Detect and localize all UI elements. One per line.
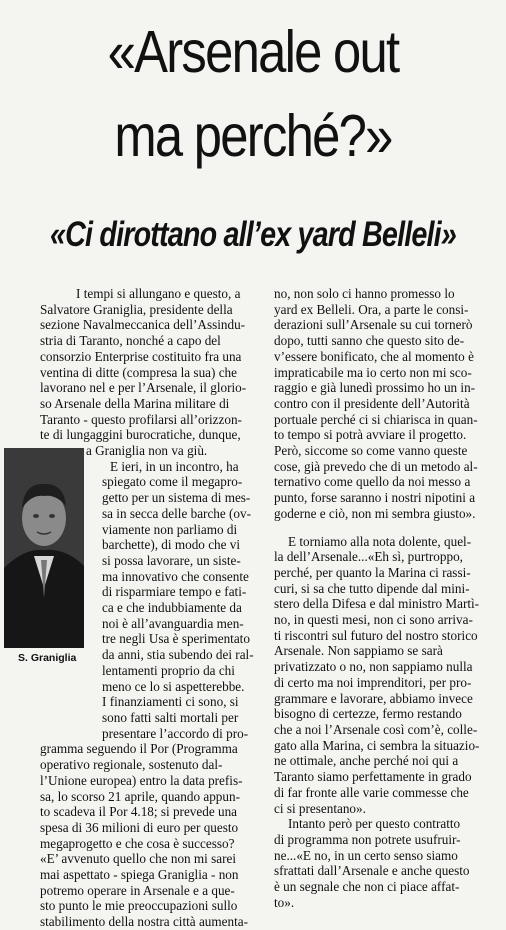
- article-line: potremo operare in Arsenale e a que-: [40, 882, 235, 898]
- article-line: stero della Difesa e dal ministro Martì-: [274, 596, 480, 612]
- article-line: ne...«E no, in un certo senso siamo: [274, 847, 458, 863]
- article-line: Però, siccome so come vanno queste: [274, 443, 468, 459]
- article-line: raggio e già lunedì prossimo ho un in-: [274, 380, 476, 396]
- article-line: curi, si sa che tutto dipende dal mini-: [274, 580, 470, 596]
- article-line: la dell’Arsenale...«Eh sì, purtroppo,: [274, 549, 463, 565]
- article-line: no, in questi mesi, non ci sono arriva-: [274, 612, 473, 628]
- article-line: lentamenti proprio da chi: [102, 662, 235, 678]
- subheadline: «Ci dirottano all’ex yard Belleli»: [50, 215, 456, 254]
- article-line: so Arsenale della Marina militare di: [40, 395, 230, 411]
- article-line: sono fatti salti mortali per: [102, 709, 239, 725]
- paragraph-gap: [274, 522, 506, 534]
- article-line: meno ce lo si aspetterebbe.: [102, 678, 245, 694]
- article-line: viamente non parliamo di: [102, 521, 238, 537]
- article-line: spesa di 36 milioni di euro per questo: [40, 819, 239, 835]
- article-line: lavorano nel e per l’Arsenale, il glorio-: [40, 380, 247, 396]
- article-line: operativo regionale, sostenuto dal-: [40, 757, 223, 773]
- article-line: spiegato come il megapro-: [102, 474, 243, 490]
- article-line: getto per un sistema di mes-: [102, 490, 251, 506]
- article-line: gato alla Marina, ci sembra la situazio-: [274, 737, 480, 753]
- article-line: di certo ma noi imprenditori, per pro-: [274, 674, 472, 690]
- article-line: ti riscontri sul futuro del nostro storico: [274, 627, 478, 643]
- article-line: gramma seguendo il Por (Programma: [40, 741, 238, 757]
- article-line: è un segnale che non ci piace affat-: [274, 879, 460, 895]
- article-line: si possa lavorare, un siste-: [102, 552, 241, 568]
- article-line: megaprogetto e che cosa è successo?: [40, 835, 235, 851]
- article-line: yard ex Belleli. Ora, a parte le consi-: [274, 301, 469, 317]
- article-line: tre negli Usa è sperimentato: [102, 631, 250, 647]
- article-line: perché, per quanto la Marina ci rassi-: [274, 564, 471, 580]
- article-line: sto punto le mie preoccupazioni sullo: [40, 898, 238, 914]
- article-line: consorzio Enterprise costituito fra una: [40, 348, 242, 364]
- article-line: di programma non potrete usufruir-: [274, 831, 461, 847]
- article-line: to scadeva il Por 4.18; si prevede una: [40, 804, 238, 820]
- article-line: no, non solo ci hanno promesso lo: [274, 286, 455, 301]
- article-line: to tempo si potrà avviare il progetto.: [274, 427, 467, 443]
- article-line: E ieri, in un incontro, ha: [110, 458, 239, 474]
- article-line: di risparmiare tempo e fati-: [102, 584, 247, 600]
- headline-line-1: «Arsenale out: [107, 19, 399, 85]
- article-line: contro con il presidente dell’Autorità: [274, 395, 470, 411]
- article-line: di far fronte alle varie commesse che: [274, 784, 469, 800]
- article-line: ternativo come quello da noi messo a: [274, 474, 471, 490]
- article-line: I tempi si allungano e questo, a: [76, 286, 241, 301]
- article-line: grammare e lavorare, abbiamo invece: [274, 690, 473, 706]
- article-line: Salvatore Graniglia, presidente della: [40, 301, 233, 317]
- article-line: ventina di ditte (compresa la sua) che: [40, 364, 238, 380]
- article-line: sa, lo scorso 21 aprile, quando appun-: [40, 788, 240, 804]
- article-line: ci si presentano».: [274, 800, 366, 816]
- article-line: privatizzato o no, non sappiamo nulla: [274, 659, 473, 675]
- article-column-2: [274, 286, 506, 910]
- article-line: sezione Navalmeccanica dell’Assindu-: [40, 317, 246, 333]
- article-column-1: [40, 286, 278, 930]
- article-line: te di lungaggini burocratiche, dunque,: [40, 427, 241, 443]
- article-line: presentare l’accordo di pro-: [102, 725, 249, 741]
- article-line: dopo, tutti sanno che questo sito de-: [274, 333, 465, 349]
- article-line: l’Unione europea) entro la data prefis-: [40, 772, 243, 788]
- article-line: barchette), di modo che vi: [102, 537, 241, 553]
- article-line: stria di Taranto, nonché a capo del: [40, 333, 221, 349]
- article-line: E torniamo alla nota dolente, quel-: [288, 533, 472, 549]
- article-line: ne ottimale, anche perché noi qui a: [274, 753, 459, 769]
- article-line: mai aspettato - spiega Graniglia - non: [40, 867, 239, 883]
- article-line: sa in secca delle barche (ov-: [102, 505, 252, 521]
- article-line: che a noi l’Arsenale così com’è, colle-: [274, 721, 478, 737]
- article-line: punto, forse saranno i nostri nipotini a: [274, 490, 476, 506]
- article-line: to».: [274, 894, 295, 910]
- headline-line-2: ma perché?»: [114, 103, 392, 169]
- article-line: sfrattati dall’Arsenale e anche questo: [274, 863, 470, 879]
- article-line: stabilimento della nostra città aumenta-: [40, 914, 248, 930]
- article-line: goderne e ciò, non mi sembra giusto».: [274, 505, 476, 521]
- article-line: noi è all’avanguardia men-: [102, 615, 244, 631]
- article-line: da anni, stia subendo dei ral-: [102, 647, 254, 663]
- article-line: ca e che indubbiamente da: [102, 600, 242, 616]
- article-line: ma innovativo che consente: [102, 568, 249, 584]
- photo-caption: S. Graniglia: [18, 652, 77, 664]
- article-line: cose, già prevedo che di un metodo al-: [274, 458, 478, 474]
- article-line: a Graniglia non va giù.: [86, 443, 208, 459]
- article-line: portuale perché ci si chiarisca in quan-: [274, 411, 478, 427]
- article-line: Taranto - questo profilarsi all’orizzon-: [40, 411, 242, 427]
- article-line: I finanziamenti ci sono, si: [102, 694, 239, 710]
- article-line: «E’ avvenuto quello che non mi sarei: [40, 851, 237, 867]
- article-line: derazioni sull’Arsenale su cui tornerò: [274, 317, 473, 333]
- article-line: bisogno di certezze, fermo restando: [274, 706, 462, 722]
- article-line: Intanto però per questo contratto: [288, 816, 461, 832]
- article-line: v’essere bonificato, che al momento è: [274, 348, 474, 364]
- article-line: Arsenale. Non sappiamo se sarà: [274, 643, 443, 659]
- article-line: Taranto siamo perfettamente in grado: [274, 769, 472, 785]
- article-line: impraticabile ma io certo non mi sco-: [274, 364, 472, 380]
